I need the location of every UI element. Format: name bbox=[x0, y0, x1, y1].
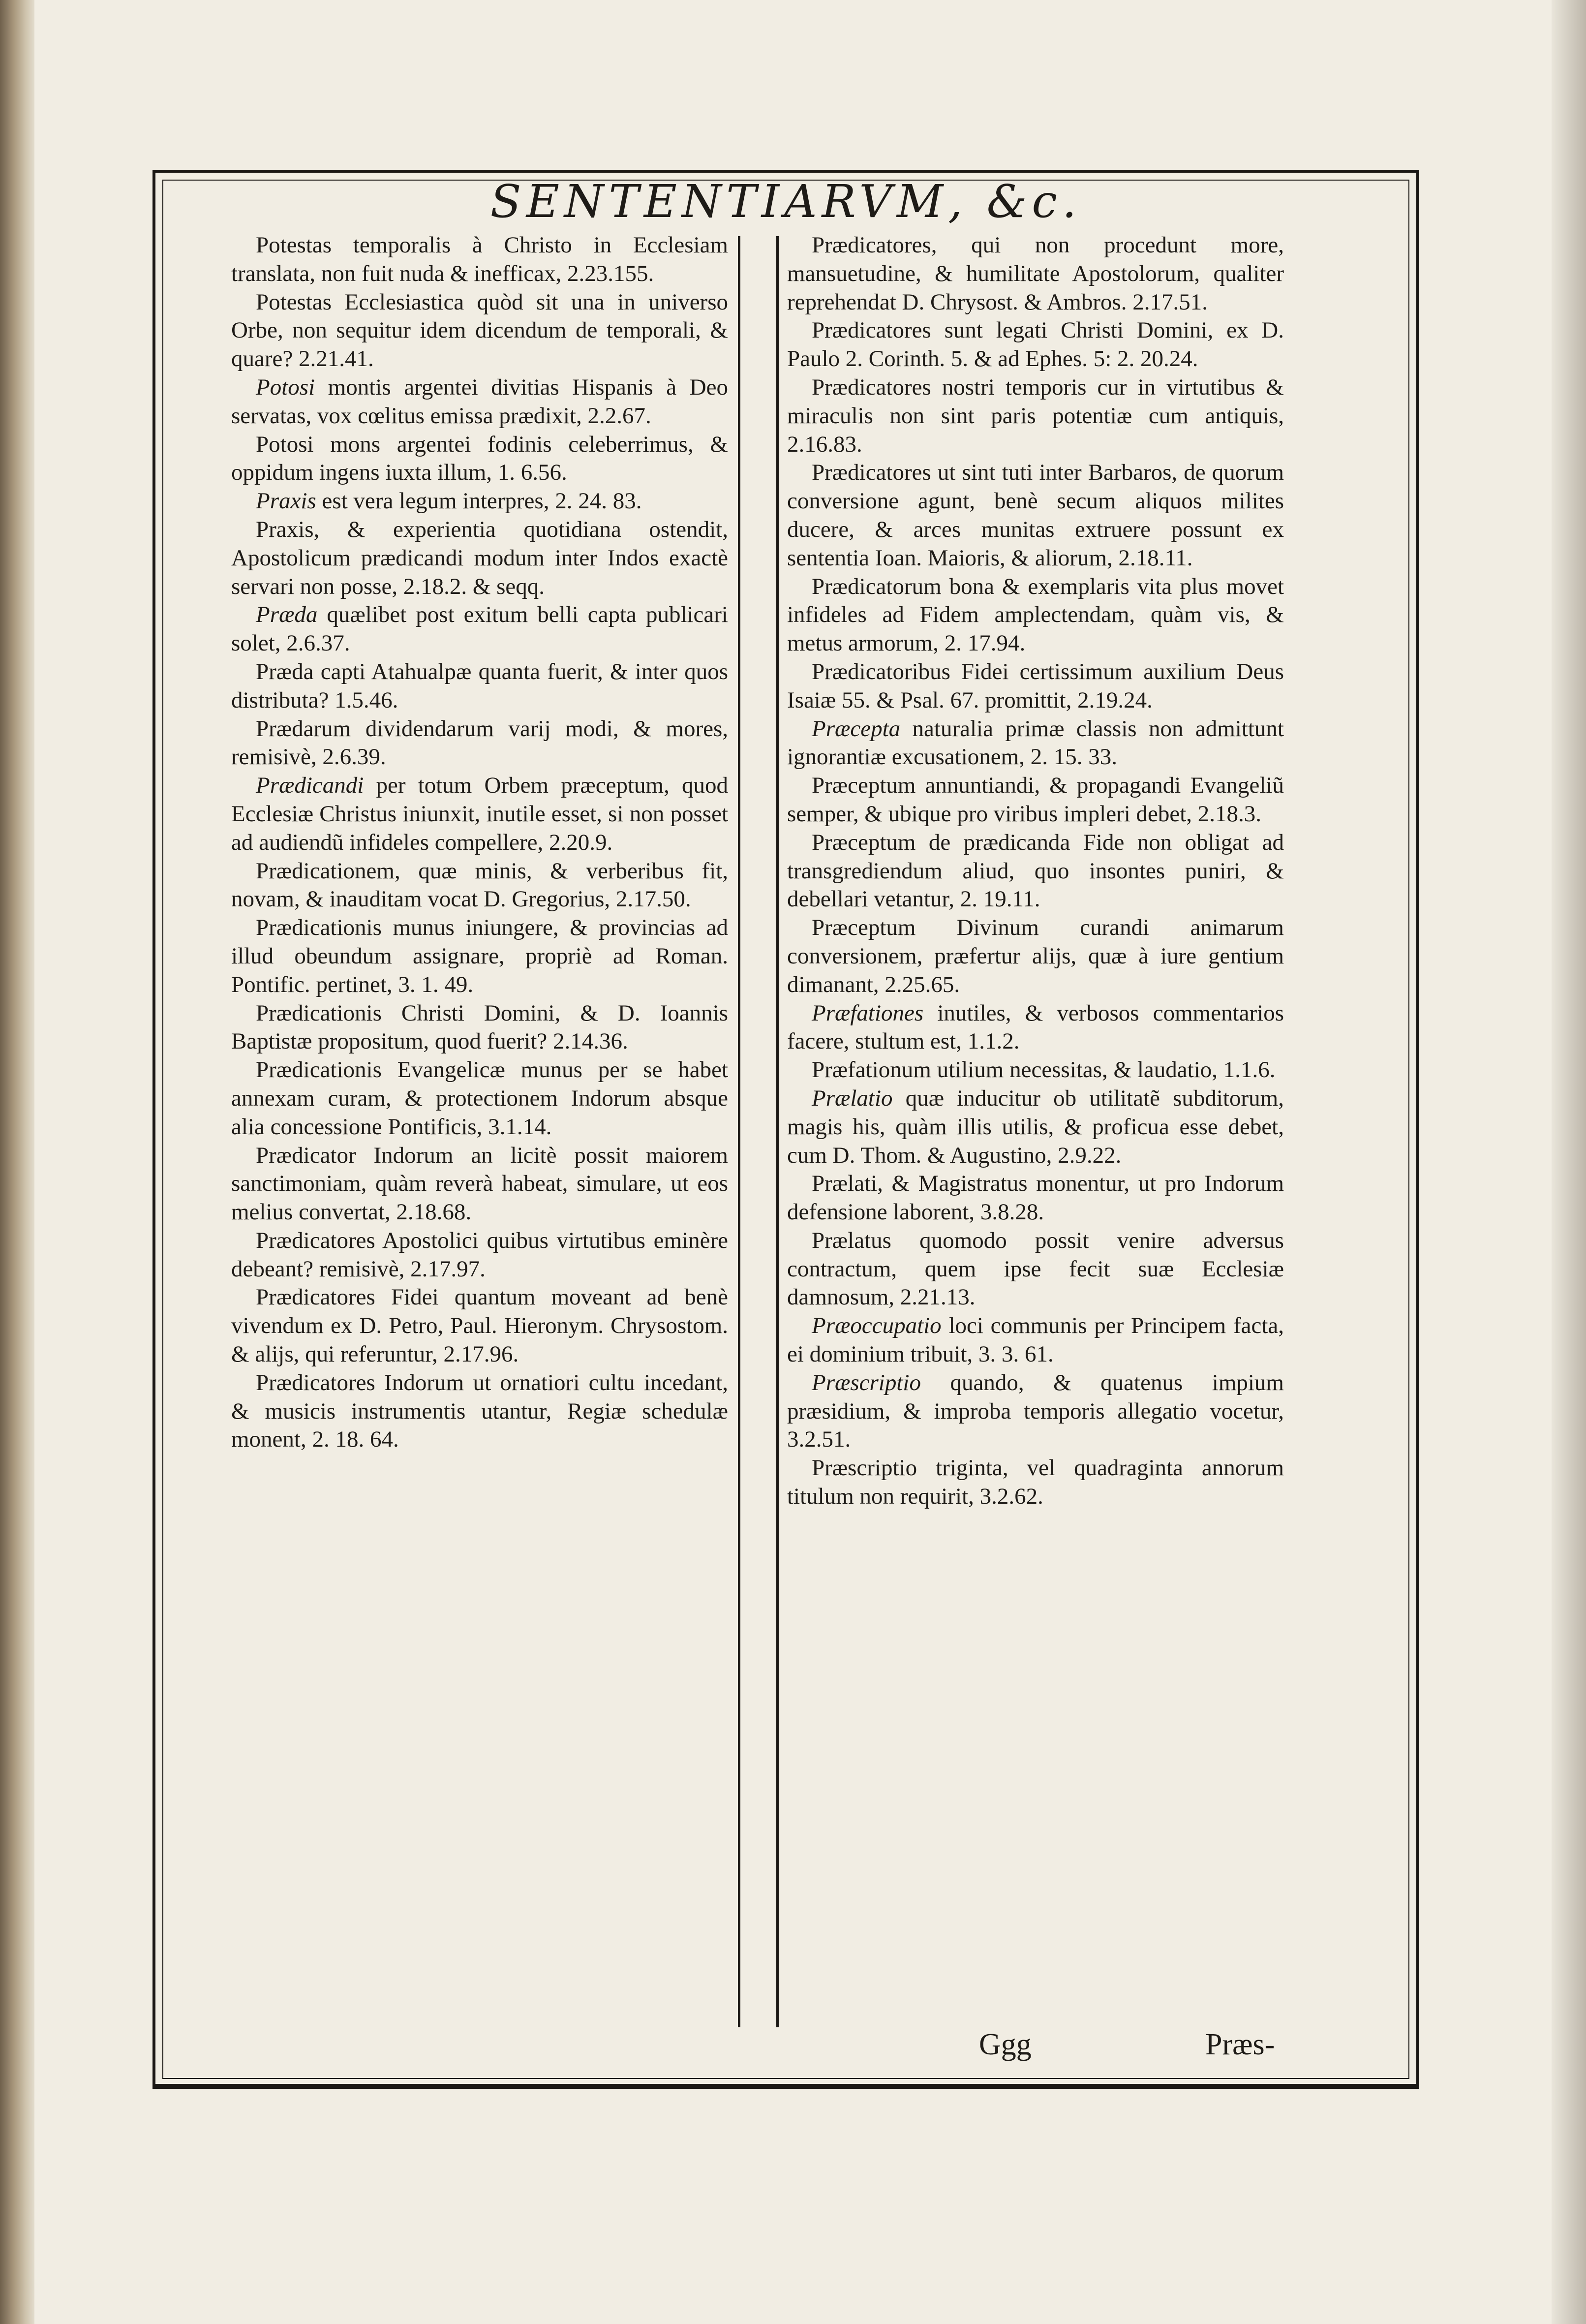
index-entry-text: Prædicator Indorum an licitè possit maiorem sanctimoniam, quàm reverà habeat, simulare, ut eos melius convertat, 2.18.68. bbox=[231, 1142, 728, 1225]
index-entry bbox=[787, 1312, 1284, 1369]
index-entry bbox=[231, 772, 728, 857]
index-entry bbox=[231, 1142, 728, 1227]
index-entry bbox=[231, 1369, 728, 1454]
index-entry bbox=[231, 373, 728, 431]
column-rule-left bbox=[738, 236, 740, 2027]
index-entry bbox=[787, 999, 1284, 1056]
index-entry-text: Præscriptio triginta, vel quadraginta annorum titulum non requirit, 3.2.62. bbox=[787, 1455, 1284, 1510]
index-entry-text: est vera legum interpres, 2. 24. 83. bbox=[316, 488, 642, 514]
index-entry bbox=[231, 431, 728, 488]
index-entry-text: Prædicatores nostri temporis cur in virtutibus & miraculis non sint paris potentiæ cum antiquis, 2.16.83. bbox=[787, 374, 1284, 457]
index-entry-keyword: Prædicandi bbox=[256, 773, 364, 799]
index-entry-keyword: Præcepta bbox=[812, 715, 901, 742]
index-entry bbox=[231, 1227, 728, 1284]
book-gutter bbox=[0, 0, 34, 2324]
index-entry bbox=[231, 487, 728, 516]
index-column-left bbox=[231, 231, 728, 2017]
index-entry bbox=[231, 857, 728, 914]
index-entry-text: Prælati, & Magistratus monentur, ut pro Indorum defensione laborent, 3.8.28. bbox=[787, 1171, 1284, 1225]
index-entry-text: loci communis per Principem facta, ei dominium tribuit, 3. 3. 61. bbox=[787, 1313, 1284, 1367]
index-entry-text: Potestas temporalis à Christo in Ecclesiam translata, non fuit nuda & inefficax, 2.23.155. bbox=[231, 232, 728, 286]
index-entry bbox=[787, 316, 1284, 373]
index-entry-text: Præfationum utilium necessitas, & laudatio, 1.1.6. bbox=[812, 1057, 1276, 1083]
index-entry bbox=[787, 573, 1284, 658]
index-entry-text: Præda capti Atahualpæ quanta fuerit, & inter quos distributa? 1.5.46. bbox=[231, 658, 728, 713]
index-entry-text: quælibet post exitum belli capta publicari solet, 2.6.37. bbox=[231, 602, 728, 656]
index-entry-keyword: Præoccupatio bbox=[812, 1313, 942, 1339]
index-entry bbox=[231, 1283, 728, 1368]
index-entry bbox=[231, 1056, 728, 1141]
index-entry-keyword: Præscriptio bbox=[812, 1369, 921, 1395]
index-entry bbox=[787, 1170, 1284, 1227]
index-entry-text: Prædicatoribus Fidei certissimum auxilium Deus Isaiæ 55. & Psal. 67. promittit, 2.19.24. bbox=[787, 658, 1284, 713]
index-entry-text: Prædicationis munus iniungere, & provincias ad illud obeundum assignare, propriè ad Roman. Pontific. pertinet, 3. 1. 49. bbox=[231, 915, 728, 997]
index-entry bbox=[787, 459, 1284, 572]
index-entry-text: inutiles, & verbosos commentarios facere, stultum est, 1.1.2. bbox=[787, 1000, 1284, 1054]
index-entry bbox=[231, 516, 728, 601]
index-entry-keyword: Præda bbox=[256, 602, 318, 628]
index-entry-text: Praxis, & experientia quotidiana ostendit, Apostolicum prædicandi modum inter Indos exactè servari non posse, 2.18.2. & seqq. bbox=[231, 516, 728, 599]
index-entry bbox=[787, 1454, 1284, 1511]
index-entry-text: Prædarum dividendarum varij modi, & mores, remisivè, 2.6.39. bbox=[231, 715, 728, 770]
index-entry-text: Prædicatores Fidei quantum moveant ad benè vivendum ex D. Petro, Paul. Hieronym. Chrysostom. & alijs, qui referuntur, 2.17.96. bbox=[231, 1284, 728, 1367]
index-entry bbox=[787, 829, 1284, 914]
index-entry bbox=[787, 1085, 1284, 1170]
index-column-right bbox=[787, 231, 1284, 2017]
index-entry-text: Prædicatores ut sint tuti inter Barbaros, de quorum conversione agunt, benè secum aliquos milites ducere, & arces munitas extruere possunt ex sententia Ioan. Maioris, & aliorum, 2.18.11. bbox=[787, 460, 1284, 571]
index-entry bbox=[787, 1056, 1284, 1085]
index-entry-text: Præceptum annuntiandi, & propagandi Evangeliũ semper, & ubique pro viribus impleri debet, 2.18.3. bbox=[787, 773, 1284, 827]
index-entry bbox=[787, 1369, 1284, 1454]
index-entry bbox=[231, 999, 728, 1056]
catchword: Præs- bbox=[1205, 2028, 1275, 2061]
index-entry bbox=[231, 601, 728, 658]
index-entry-text: naturalia primæ classis non admittunt ignorantiæ excusationem, 2. 15. 33. bbox=[787, 715, 1284, 770]
index-entry-text: quando, & quatenus impium præsidium, & improba temporis allegatio vocetur, 3.2.51. bbox=[787, 1369, 1284, 1453]
index-entry-text: Prædicatorum bona & exemplaris vita plus movet infideles ad Fidem amplectendam, quàm vis, & metus armorum, 2. 17.94. bbox=[787, 573, 1284, 656]
index-entry-keyword: Præfationes bbox=[812, 1000, 924, 1026]
index-entry bbox=[231, 715, 728, 772]
index-entry-text: quæ inducitur ob utilitatẽ subditorum, magis his, quàm illis utilis, & proficua esse debet, cum D. Thom. & Augustino, 2.9.22. bbox=[787, 1085, 1284, 1168]
running-title: SENTENTIARVM, &c. bbox=[490, 175, 1082, 228]
column-rule-right bbox=[776, 236, 779, 2027]
index-entry-text: Prædicatores Indorum ut ornatiori cultu incedant, & musicis instrumentis utantur, Regiæ schedulæ monent, 2. 18. 64. bbox=[231, 1369, 728, 1453]
index-entry-text: Prædicatores Apostolici quibus virtutibus eminère debeant? remisivè, 2.17.97. bbox=[231, 1227, 728, 1282]
index-entry-text: Prædicationem, quæ minis, & verberibus fit, novam, & inauditam vocat D. Gregorius, 2.17.50. bbox=[231, 858, 728, 912]
index-entry-text: Potosi mons argentei fodinis celeberrimus, & oppidum ingens iuxta illum, 1. 6.56. bbox=[231, 431, 728, 486]
index-entry-text: Prædicatores sunt legati Christi Domini, ex D. Paulo 2. Corinth. 5. & ad Ephes. 5: 2. 20.24. bbox=[787, 317, 1284, 372]
signature-mark: Ggg bbox=[979, 2028, 1032, 2061]
index-entry-text: Prædicatores, qui non procedunt more, mansuetudine, & humilitate Apostolorum, qualiter reprehendat D. Chrysost. & Ambros. 2.17.51. bbox=[787, 232, 1284, 315]
index-entry-keyword: Praxis bbox=[256, 488, 316, 514]
index-entry-text: Præceptum Divinum curandi animarum conversionem, præfertur alijs, quæ à iure gentium dimanant, 2.25.65. bbox=[787, 915, 1284, 997]
index-entry-text: Prælatus quomodo possit venire adversus contractum, quem ipse fecit suæ Ecclesiæ damnosum, 2.21.13. bbox=[787, 1227, 1284, 1310]
index-entry bbox=[787, 373, 1284, 459]
index-entry bbox=[787, 658, 1284, 715]
index-entry-keyword: Prælatio bbox=[812, 1085, 893, 1111]
index-entry-text: Præceptum de prædicanda Fide non obligat ad transgrediendum aliud, quo insontes puniri, & debellari vetantur, 2. 19.11. bbox=[787, 829, 1284, 912]
index-entry bbox=[787, 715, 1284, 772]
index-entry-text: Prædicationis Christi Domini, & D. Ioannis Baptistæ propositum, quod fuerit? 2.14.36. bbox=[231, 1000, 728, 1054]
index-entry-text: per totum Orbem præceptum, quod Ecclesiæ Christus iniunxit, inutile esset, si non posset ad audiendũ infideles compellere, 2.20.9. bbox=[231, 773, 728, 855]
index-entry-text: montis argentei divitias Hispanis à Deo servatas, vox cœlitus emissa prædixit, 2.2.67. bbox=[231, 374, 728, 429]
index-entry bbox=[787, 231, 1284, 316]
index-entry-text: Prædicationis Evangelicæ munus per se habet annexam curam, & protectionem Indorum absque alia concessione Pontificis, 3.1.14. bbox=[231, 1057, 728, 1140]
index-entry bbox=[787, 772, 1284, 829]
index-entry-keyword: Potosi bbox=[256, 374, 315, 400]
index-entry bbox=[231, 914, 728, 999]
index-entry bbox=[231, 231, 728, 288]
footer-rule bbox=[152, 2084, 1419, 2086]
index-entry bbox=[231, 658, 728, 715]
index-entry bbox=[787, 1227, 1284, 1312]
index-entry bbox=[787, 914, 1284, 999]
index-entry-text: Potestas Ecclesiastica quòd sit una in universo Orbe, non sequitur idem dicendum de temporali, & quare? 2.21.41. bbox=[231, 289, 728, 372]
page-edge-shadow bbox=[1552, 0, 1586, 2324]
index-entry bbox=[231, 288, 728, 373]
